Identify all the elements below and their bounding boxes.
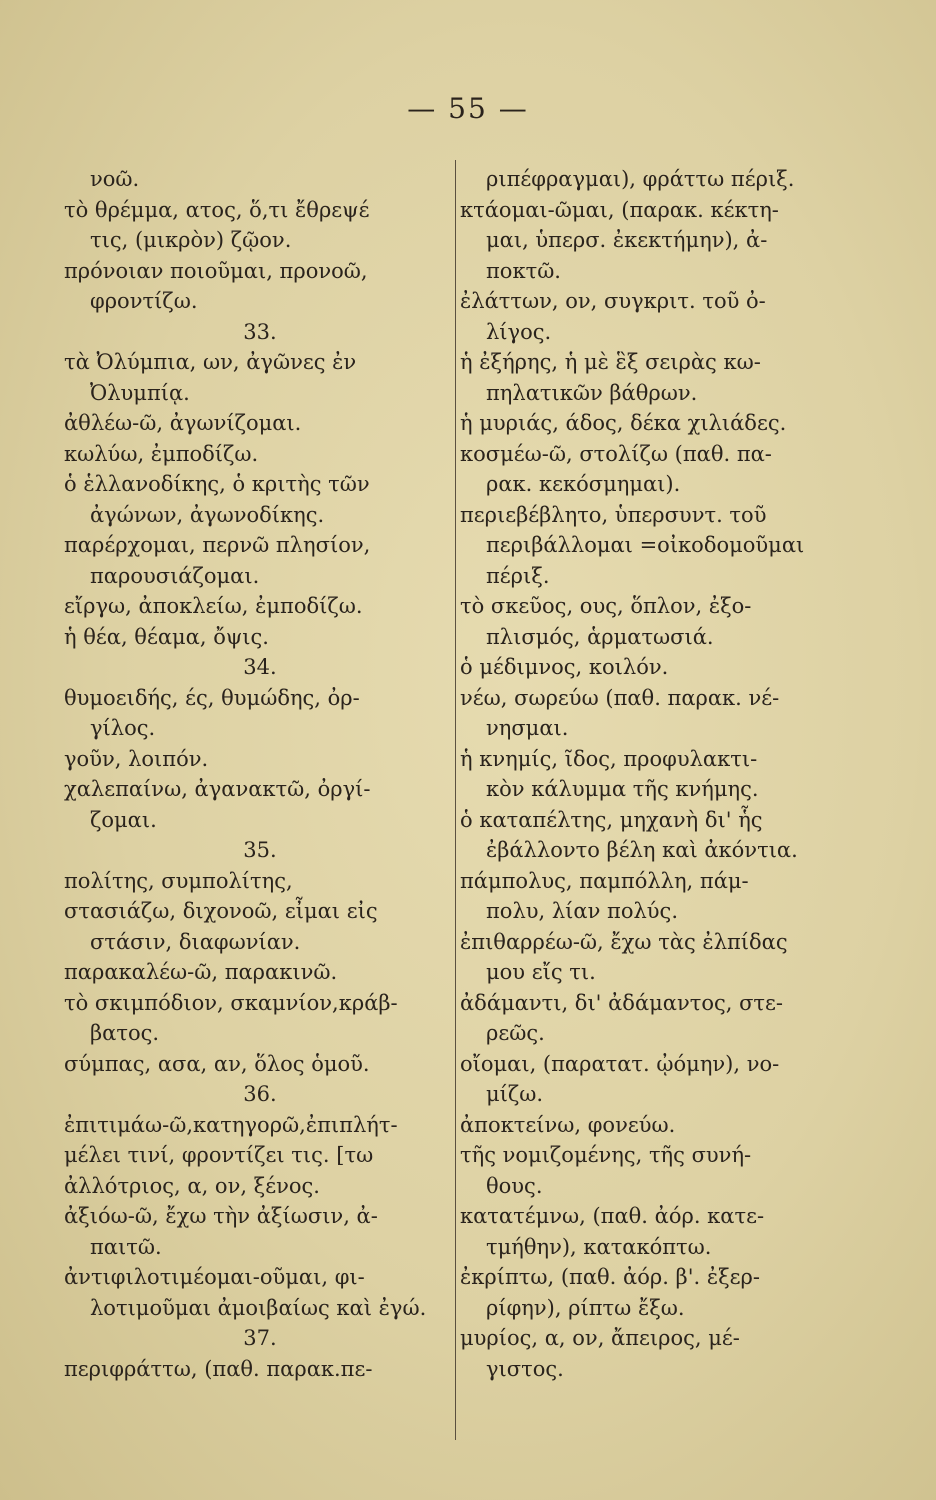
glossary-line: ἐπιτιμάω-ῶ,κατηγορῶ,ἐπιπλήτ- — [64, 1112, 398, 1137]
glossary-line: πηλατικῶν βάθρων. — [486, 380, 698, 405]
glossary-line: ἐβάλλοντο βέλη καὶ ἀκόντια. — [486, 838, 798, 862]
column-divider — [455, 160, 456, 1440]
glossary-line: λίγος. — [486, 319, 552, 344]
glossary-line: χαλεπαίνω, ἀγανακτῶ, ὀργί- — [64, 777, 371, 801]
glossary-line: θυμοειδής, ές, θυμώδης, ὀρ- — [64, 685, 360, 710]
glossary-line: κτάομαι-ῶμαι, (παρακ. κέκτη- — [460, 197, 779, 222]
glossary-line: τὸ σκιμπόδιον, σκαμνίον,κράβ- — [64, 990, 398, 1015]
glossary-line: παιτῶ. — [90, 1234, 162, 1259]
glossary-line: πάμπολυς, παμπόλλη, πάμ- — [460, 868, 749, 893]
glossary-line: τὰ Ὀλύμπια, ων, ἀγῶνες ἐν — [64, 350, 357, 374]
glossary-line: φροντίζω. — [90, 289, 198, 313]
glossary-line: ἀδάμαντι, δι' ἀδάμαντος, στε- — [460, 990, 784, 1015]
glossary-line: κοσμέω-ῶ, στολίζω (παθ. πα- — [460, 441, 772, 466]
glossary-line: μου εἴς τι. — [486, 960, 596, 984]
glossary-line: ζομαι. — [90, 807, 157, 832]
glossary-line: ἀλλότριος, α, ον, ξένος. — [64, 1173, 320, 1198]
glossary-line: ρίφην), ρίπτω ἔξω. — [486, 1295, 685, 1320]
left-column — [64, 164, 456, 1384]
glossary-line: γοῦν, λοιπόν. — [64, 746, 209, 771]
glossary-line: ἡ κνημίς, ῖδος, προφυλακτι- — [460, 746, 758, 771]
glossary-line: μέλει τινί, φροντίζει τις. [τω — [64, 1143, 374, 1167]
section-number: 36. — [243, 1082, 277, 1106]
glossary-line: βατος. — [90, 1021, 160, 1045]
glossary-line: εἴργω, ἀποκλείω, ἐμποδίζω. — [64, 594, 363, 618]
glossary-line: ἀντιφιλοτιμέομαι-οῦμαι, φι- — [64, 1265, 365, 1289]
section-number: 33. — [243, 319, 277, 344]
glossary-line: στάσιν, διαφωνίαν. — [90, 929, 301, 954]
glossary-line: νοῶ. — [90, 167, 140, 191]
glossary-line: τμήθην), κατακόπτω. — [486, 1234, 712, 1259]
section-number: 37. — [243, 1326, 277, 1350]
glossary-line: σύμπας, ασα, αν, ὅλος ὁμοῦ. — [64, 1051, 370, 1076]
glossary-line: κατατέμνω, (παθ. ἀόρ. κατε- — [460, 1204, 765, 1228]
glossary-line: στασιάζω, διχονοῶ, εἶμαι εἰς — [64, 899, 378, 923]
glossary-line: γίλος. — [90, 716, 156, 740]
glossary-line: κωλύω, ἐμποδίζω. — [64, 441, 259, 466]
glossary-line: ἀξιόω-ῶ, ἔχω τὴν ἀξίωσιν, ἀ- — [64, 1204, 378, 1228]
glossary-line: ἐκρίπτω, (παθ. ἀόρ. β'. ἐξερ- — [460, 1265, 760, 1289]
glossary-line: ρακ. κεκόσμημαι). — [486, 472, 681, 496]
glossary-line: ριπέφραγμαι), φράττω πέριξ. — [486, 167, 795, 191]
glossary-line: παρακαλέω-ῶ, παρακινῶ. — [64, 960, 338, 984]
glossary-line: πολίτης, συμπολίτης, — [64, 868, 293, 893]
glossary-line: τῆς νομιζομένης, τῆς συνή- — [460, 1143, 752, 1167]
glossary-line: ρεῶς. — [486, 1021, 545, 1045]
glossary-line: ὁ ἑλλανοδίκης, ὁ κριτὴς τῶν — [64, 472, 370, 496]
glossary-line: θους. — [486, 1173, 543, 1198]
glossary-line: περιφράττω, (παθ. παρακ.πε- — [64, 1356, 373, 1381]
glossary-line: ποκτῶ. — [486, 258, 561, 283]
glossary-line: νέω, σωρεύω (παθ. παρακ. νέ- — [460, 685, 780, 710]
glossary-line: περιεβέβλητο, ὑπερσυντ. τοῦ — [460, 502, 767, 527]
glossary-line: Ὀλυμπίᾳ. — [90, 380, 190, 405]
glossary-line: ἐπιθαρρέω-ῶ, ἔχω τὰς ἐλπίδας — [460, 929, 788, 954]
glossary-line: κὸν κάλυμμα τῆς κνήμης. — [486, 777, 759, 801]
glossary-line: οἴομαι, (παρατατ. ᾠόμην), νο- — [460, 1051, 780, 1076]
glossary-line: πέριξ. — [486, 563, 550, 588]
right-column — [460, 164, 852, 1384]
glossary-line: παρουσιάζομαι. — [90, 563, 260, 588]
glossary-line: ὁ μέδιμνος, κοιλόν. — [460, 655, 669, 679]
glossary-line: τὸ θρέμμα, ατος, ὅ,τι ἔθρεψέ — [64, 197, 370, 222]
glossary-line: μαι, ὑπερσ. ἐκεκτήμην), ἀ- — [486, 228, 768, 252]
glossary-line: ἐλάττων, ον, συγκριτ. τοῦ ὀ- — [460, 289, 766, 313]
glossary-line: ἡ θέα, θέαμα, ὄψις. — [64, 624, 269, 649]
glossary-line: νησμαι. — [486, 716, 569, 740]
glossary-line: ὁ καταπέλτης, μηχανὴ δι' ἧς — [460, 807, 763, 832]
glossary-line: ἀθλέω-ῶ, ἀγωνίζομαι. — [64, 411, 302, 435]
glossary-line: μυρίος, α, ον, ἄπειρος, μέ- — [460, 1326, 740, 1350]
glossary-line: ἡ ἐξήρης, ἡ μὲ ἓξ σειρὰς κω- — [460, 350, 761, 374]
glossary-line: τις, (μικρὸν) ζῷον. — [90, 228, 292, 252]
glossary-line: ἀποκτείνω, φονεύω. — [460, 1112, 676, 1137]
section-number: 34. — [243, 655, 277, 679]
glossary-line: ἡ μυριάς, άδος, δέκα χιλιάδες. — [460, 411, 787, 435]
glossary-line: πλισμός, ἁρματωσιά. — [486, 624, 714, 649]
section-number: 35. — [243, 838, 277, 862]
glossary-line: παρέρχομαι, περνῶ πλησίον, — [64, 533, 371, 557]
glossary-line: περιβάλλομαι =οἰκοδομοῦμαι — [486, 533, 805, 557]
glossary-line: πρόνοιαν ποιοῦμαι, προνοῶ, — [64, 258, 368, 283]
glossary-line: ἀγώνων, ἀγωνοδίκης. — [90, 502, 325, 527]
glossary-line: μίζω. — [486, 1082, 544, 1106]
glossary-line: τὸ σκεῦος, ους, ὅπλον, ἐξο- — [460, 594, 752, 618]
glossary-line: λοτιμοῦμαι ἀμοιβαίως καὶ ἐγώ. — [90, 1295, 427, 1320]
glossary-line: πολυ, λίαν πολύς. — [486, 899, 678, 923]
page-number: — 55 — — [407, 92, 529, 125]
glossary-line: γιστος. — [486, 1356, 564, 1381]
